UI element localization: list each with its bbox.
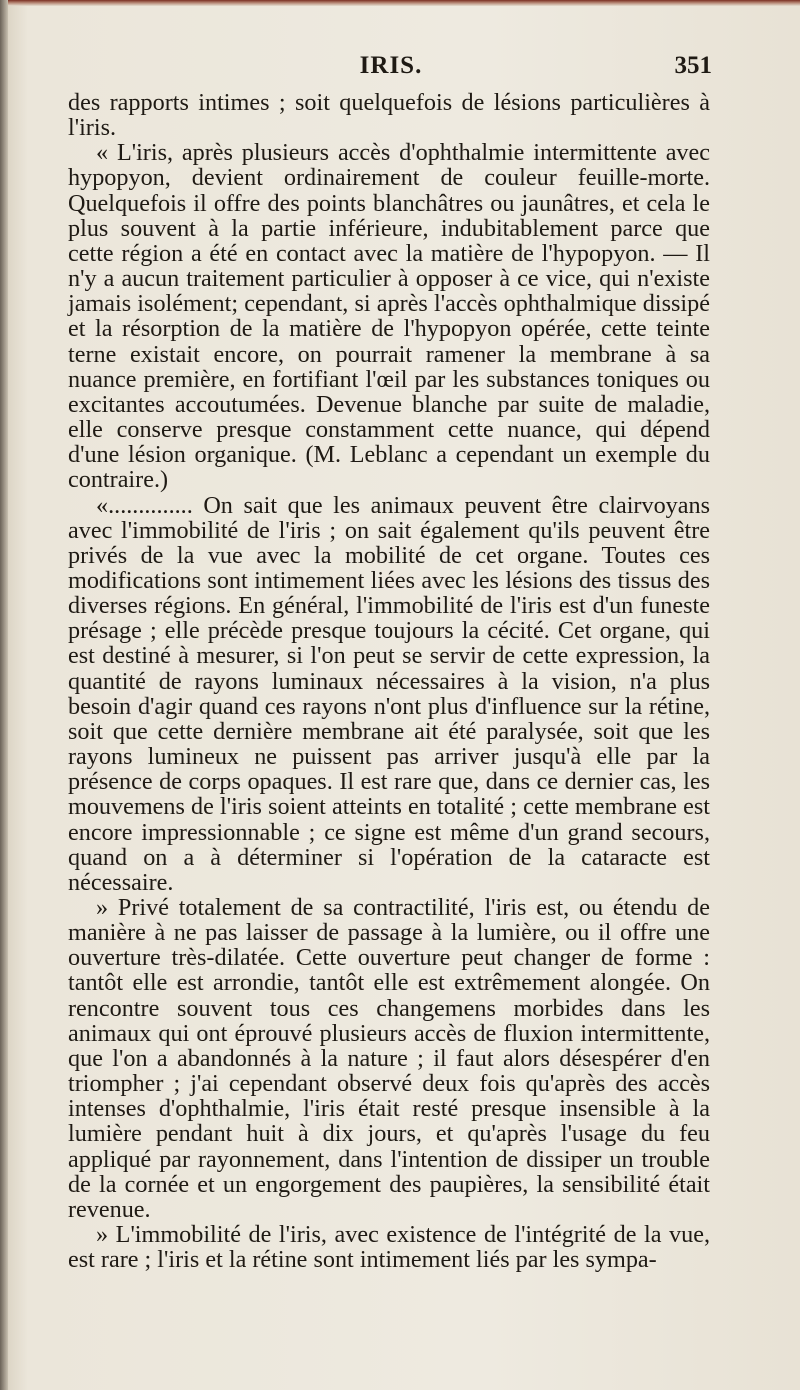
page-top-edge — [0, 0, 800, 6]
paragraph: » L'immobilité de l'iris, avec existence de l'intégrité de la vue, est rare ; l'iris et la rétine sont intimement liés par les sympa- — [68, 1221, 710, 1274]
body-text — [68, 90, 710, 1272]
running-head — [70, 52, 712, 86]
paragraph: « L'iris, après plusieurs accès d'ophthalmie intermittente avec hypopyon, devient ordinairement de couleur feuille-morte. Quelquefois il offre des points blanchâtres ou jaunâtres, et cela le plus souvent à la partie inférieure, indubitablement parce que cette région a été en contact avec la matière de l'hypopyon. — Il n'y a aucun traitement particulier à opposer à ce vice, qui n'existe jamais isolément; cependant, si après l'accès ophthalmique dissipé et la résorption de la matière de l'hypopyon opérée, cette teinte terne existait encore, on pourrait ramener la membrane à sa nuance première, en fortifiant l'œil par les substances toniques ou excitantes accoutumées. Devenue blanche par suite de maladie, elle conserve presque constamment cette nuance, qui dépend d'une lésion organique. (M. Leblanc a cependant un exemple du contraire.) — [68, 139, 710, 494]
page-number: 351 — [674, 52, 712, 79]
paragraph: des rapports intimes ; soit quelquefois de lésions particulières à l'iris. — [68, 89, 710, 142]
running-head-title: IRIS. — [359, 52, 423, 79]
paragraph: » Privé totalement de sa contractilité, l'iris est, ou étendu de manière à ne pas laisser de passage à la lumière, ou il offre une ouverture très-dilatée. Cette ouverture peut changer de forme : tantôt elle est arrondie, tantôt elle est extrêmement alongée. On rencontre souvent tous ces changemens morbides dans les animaux qui ont éprouvé plusieurs accès de fluxion intermittente, que l'on a abandonnés à la nature ; il faut alors désespérer d'en triompher ; j'ai cependant observé deux fois qu'après des accès intenses d'ophthalmie, l'iris était resté presque insensible à la lumière pendant huit à dix jours, et qu'après l'usage du feu appliqué par rayonnement, dans l'intention de dissiper un trouble de la cornée et un engorgement des paupières, la sensibilité était revenue. — [68, 894, 710, 1223]
paragraph: «.............. On sait que les animaux peuvent être clairvoyans avec l'immobilité de l'iris ; on sait également qu'ils peuvent être privés de la vue avec la mobilité de cet organe. Toutes ces modifications sont intimement liées avec les lésions des tissus des diverses régions. En général, l'immobilité de l'iris est d'un funeste présage ; elle précède presque toujours la cécité. Cet organe, qui est destiné à mesurer, si l'on peut se servir de cette expression, la quantité de rayons luminaux nécessaires à la vision, n'a plus besoin d'agir quand ces rayons n'ont plus d'influence sur la rétine, soit que cette dernière membrane ait été paralysée, soit que les rayons lumineux ne puissent pas arriver jusqu'à elle par la présence de corps opaques. Il est rare que, dans ce dernier cas, les mouvemens de l'iris soient atteints en totalité ; cette membrane est encore impressionnable ; ce signe est même d'un grand secours, quand on a à déterminer si l'opération de la cataracte est nécessaire. — [68, 491, 710, 896]
page-binding-edge — [0, 0, 8, 1390]
